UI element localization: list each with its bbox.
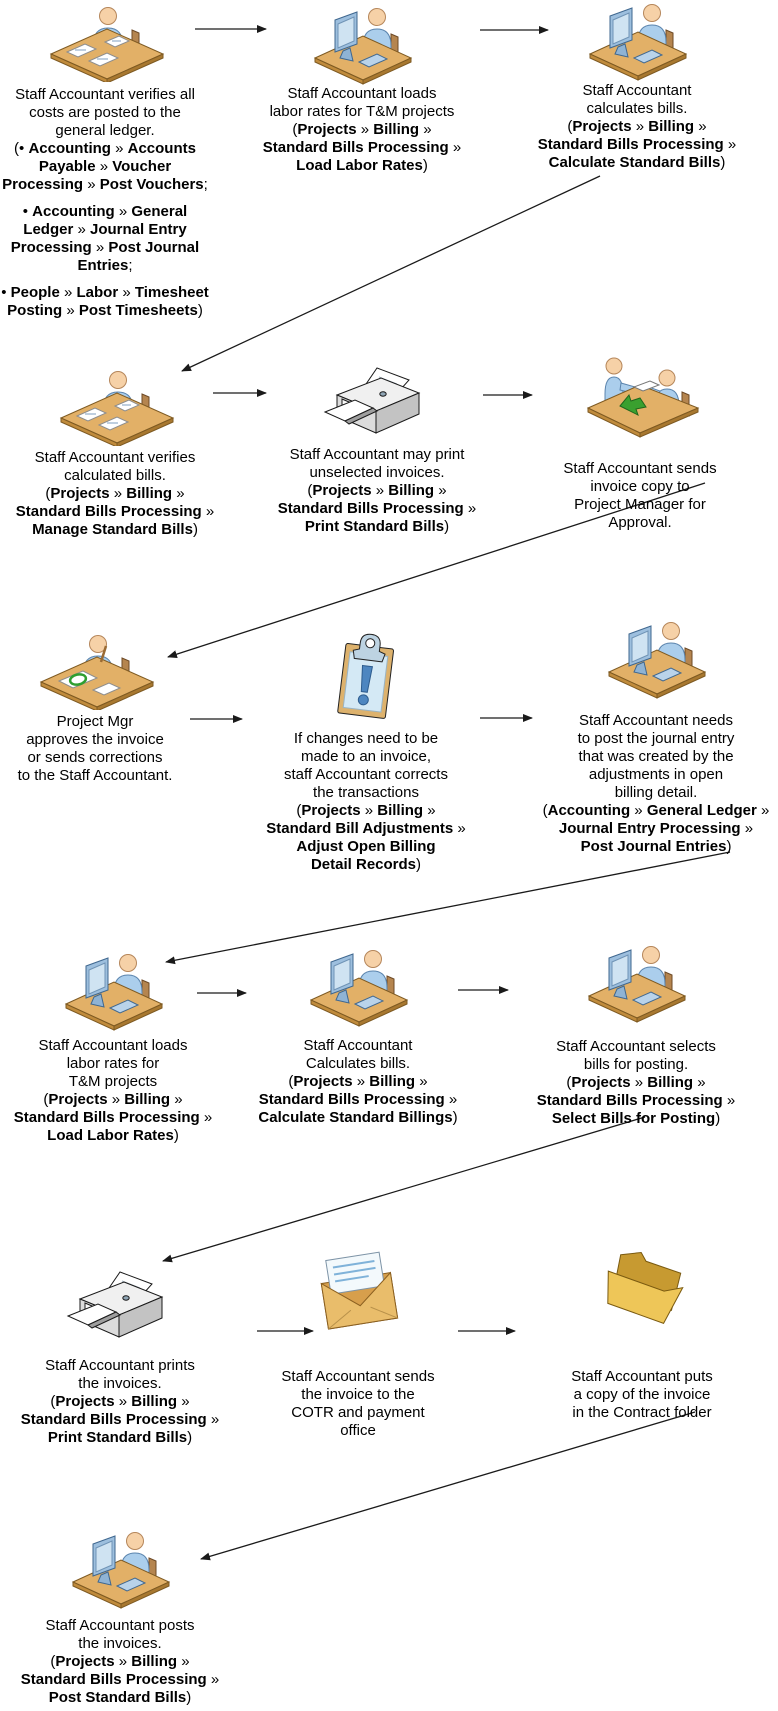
caption-line: Adjust Open Billing xyxy=(296,838,436,855)
caption-line: Ledger » Journal Entry xyxy=(23,221,187,238)
caption-line: (• Accounting » Accounts xyxy=(14,140,196,157)
node-send-invoice-copy-to-pm xyxy=(543,460,738,532)
envelope-letter-icon xyxy=(302,1248,414,1340)
node-send-invoice-to-cotr xyxy=(263,1368,453,1440)
caption-line: Posting » Post Timesheets) xyxy=(7,302,203,319)
caption-line: Load Labor Rates) xyxy=(47,1127,179,1144)
caption-line: (Accounting » General Ledger » xyxy=(542,802,770,819)
caption-line: or sends corrections xyxy=(27,749,163,766)
caption-line: Calculates bills. xyxy=(305,1055,411,1072)
caption-line: Staff Accountant xyxy=(582,82,692,99)
caption-line: unselected invoices. xyxy=(309,464,445,481)
caption-line: Load Labor Rates) xyxy=(296,157,428,174)
node-pm-approves-invoice xyxy=(0,713,198,785)
caption-line: Manage Standard Bills) xyxy=(32,521,198,538)
caption-line: a copy of the invoice xyxy=(573,1386,711,1403)
caption-line: Standard Bills Processing » xyxy=(262,139,462,156)
caption-line: Standard Bills Processing » xyxy=(536,1092,736,1109)
caption-line: (Projects » Billing » xyxy=(296,802,436,819)
caption-line: • Accounting » General xyxy=(22,203,188,220)
caption-line: Select Bills for Posting) xyxy=(551,1110,721,1127)
caption-line: bills for posting. xyxy=(583,1056,689,1073)
caption-line: COTR and payment xyxy=(291,1404,425,1421)
caption-line: Entries; xyxy=(77,257,133,274)
caption-line: the invoice to the xyxy=(301,1386,415,1403)
node-load-labor-rates-tm xyxy=(250,85,475,175)
caption-line: Standard Bill Adjustments » xyxy=(266,820,466,837)
caption-line: calculated bills. xyxy=(64,467,166,484)
caption-line: (Projects » Billing » xyxy=(288,1073,428,1090)
caption-line: Journal Entry Processing » xyxy=(558,820,754,837)
paragraph-spacer xyxy=(0,194,214,203)
caption-line: Staff Accountant puts xyxy=(571,1368,713,1385)
caption-line: to the Staff Accountant. xyxy=(17,767,173,784)
folder-icon xyxy=(586,1246,698,1334)
caption-line: (Projects » Billing » xyxy=(567,118,707,135)
caption-line: to post the journal entry xyxy=(577,730,735,747)
person-desk-icon xyxy=(55,368,175,446)
person-desk-icon xyxy=(45,4,165,82)
caption-line: Staff Accountant sends xyxy=(281,1368,435,1385)
paragraph-spacer xyxy=(0,275,214,284)
caption-line: (Projects » Billing » xyxy=(307,482,447,499)
node-load-labor-rates-2 xyxy=(4,1037,222,1145)
node-print-unselected-invoices xyxy=(263,446,491,536)
caption-line: (Projects » Billing » xyxy=(50,1653,190,1670)
caption-line: office xyxy=(340,1422,376,1439)
caption-line: Staff Accountant needs xyxy=(578,712,733,729)
person-computer-icon xyxy=(307,6,417,86)
caption-line: If changes need to be xyxy=(293,730,439,747)
caption-line: Calculate Standard Billings) xyxy=(258,1109,458,1126)
node-calculate-bills-2 xyxy=(244,1037,472,1127)
caption-line: adjustments in open xyxy=(588,766,724,783)
caption-line: Post Journal Entries) xyxy=(580,838,732,855)
caption-line: Standard Bills Processing » xyxy=(537,136,737,153)
caption-line: Post Standard Bills) xyxy=(48,1689,192,1706)
node-correct-transactions xyxy=(246,730,486,874)
caption-line: billing detail. xyxy=(614,784,698,801)
node-file-invoice-contract-folder xyxy=(545,1368,740,1422)
caption-line: Staff Accountant xyxy=(303,1037,413,1054)
caption-line: in the Contract folder xyxy=(572,1404,712,1421)
person-computer-icon xyxy=(582,2,692,82)
caption-line: Staff Accountant loads xyxy=(287,85,437,102)
person-computer-icon xyxy=(303,948,413,1028)
node-select-bills-for-posting xyxy=(524,1038,749,1128)
person-computer-icon xyxy=(65,1530,175,1610)
caption-line: made to an invoice, xyxy=(300,748,432,765)
caption-line: Detail Records) xyxy=(310,856,422,873)
caption-line: Staff Accountant prints xyxy=(45,1357,195,1374)
person-desk-check-icon xyxy=(35,632,155,710)
flow-arrow xyxy=(182,176,600,371)
caption-line: • People » Labor » Timesheet xyxy=(1,284,209,301)
node-verify-costs-posted xyxy=(0,86,214,320)
node-calculate-standard-bills xyxy=(522,82,752,172)
caption-line: Staff Accountant loads xyxy=(38,1037,188,1054)
caption-line: Project Manager for xyxy=(574,496,706,513)
flow-arrow xyxy=(163,1117,645,1261)
printer-icon xyxy=(62,1270,178,1348)
printer-icon xyxy=(319,366,435,444)
person-computer-icon xyxy=(58,952,168,1032)
node-verify-calculated-bills xyxy=(5,449,225,539)
caption-line: Staff Accountant posts xyxy=(45,1617,195,1634)
caption-line: Project Mgr xyxy=(56,713,134,730)
person-computer-icon xyxy=(581,944,691,1024)
caption-line: Approval. xyxy=(608,514,672,531)
caption-line: that was created by the xyxy=(578,748,734,765)
caption-line: calculates bills. xyxy=(586,100,688,117)
caption-line: T&M projects xyxy=(68,1073,158,1090)
caption-line: labor rates for xyxy=(66,1055,160,1072)
node-print-invoices xyxy=(13,1357,228,1447)
caption-line: labor rates for T&M projects xyxy=(269,103,455,120)
caption-line: Standard Bills Processing » xyxy=(13,1109,213,1126)
caption-line: Payable » Voucher xyxy=(38,158,172,175)
caption-line: Staff Accountant sends xyxy=(563,460,717,477)
caption-line: (Projects » Billing » xyxy=(50,1393,190,1410)
caption-line: approves the invoice xyxy=(26,731,164,748)
caption-line: Calculate Standard Bills) xyxy=(548,154,726,171)
caption-line: invoice copy to xyxy=(590,478,690,495)
caption-line: (Projects » Billing » xyxy=(292,121,432,138)
caption-line: Standard Bills Processing » xyxy=(15,503,215,520)
caption-line: staff Accountant corrects xyxy=(284,766,448,783)
caption-line: Staff Accountant verifies xyxy=(34,449,196,466)
caption-line: the transactions xyxy=(313,784,419,801)
caption-line: Standard Bills Processing » xyxy=(20,1671,220,1688)
caption-line: Staff Accountant selects xyxy=(556,1038,716,1055)
clipboard-alert-icon xyxy=(318,630,414,726)
node-post-journal-entry xyxy=(536,712,776,856)
node-post-invoices xyxy=(9,1617,231,1707)
person-computer-icon xyxy=(601,620,711,700)
caption-line: the invoices. xyxy=(78,1635,162,1652)
people-handoff-icon xyxy=(574,356,706,448)
caption-line: Processing » Post Vouchers; xyxy=(2,176,208,193)
caption-line: Processing » Post Journal xyxy=(10,239,200,256)
caption-line: (Projects » Billing » xyxy=(45,485,185,502)
caption-line: (Projects » Billing » xyxy=(566,1074,706,1091)
caption-line: (Projects » Billing » xyxy=(43,1091,183,1108)
caption-line: Print Standard Bills) xyxy=(47,1429,193,1446)
caption-line: Standard Bills Processing » xyxy=(277,500,477,517)
caption-line: Staff Accountant may print xyxy=(289,446,465,463)
caption-line: costs are posted to the xyxy=(29,104,181,121)
caption-line: general ledger. xyxy=(55,122,155,139)
caption-line: the invoices. xyxy=(78,1375,162,1392)
caption-line: Standard Bills Processing » xyxy=(258,1091,458,1108)
caption-line: Staff Accountant verifies all xyxy=(15,86,195,103)
caption-line: Print Standard Bills) xyxy=(304,518,450,535)
caption-line: Standard Bills Processing » xyxy=(20,1411,220,1428)
